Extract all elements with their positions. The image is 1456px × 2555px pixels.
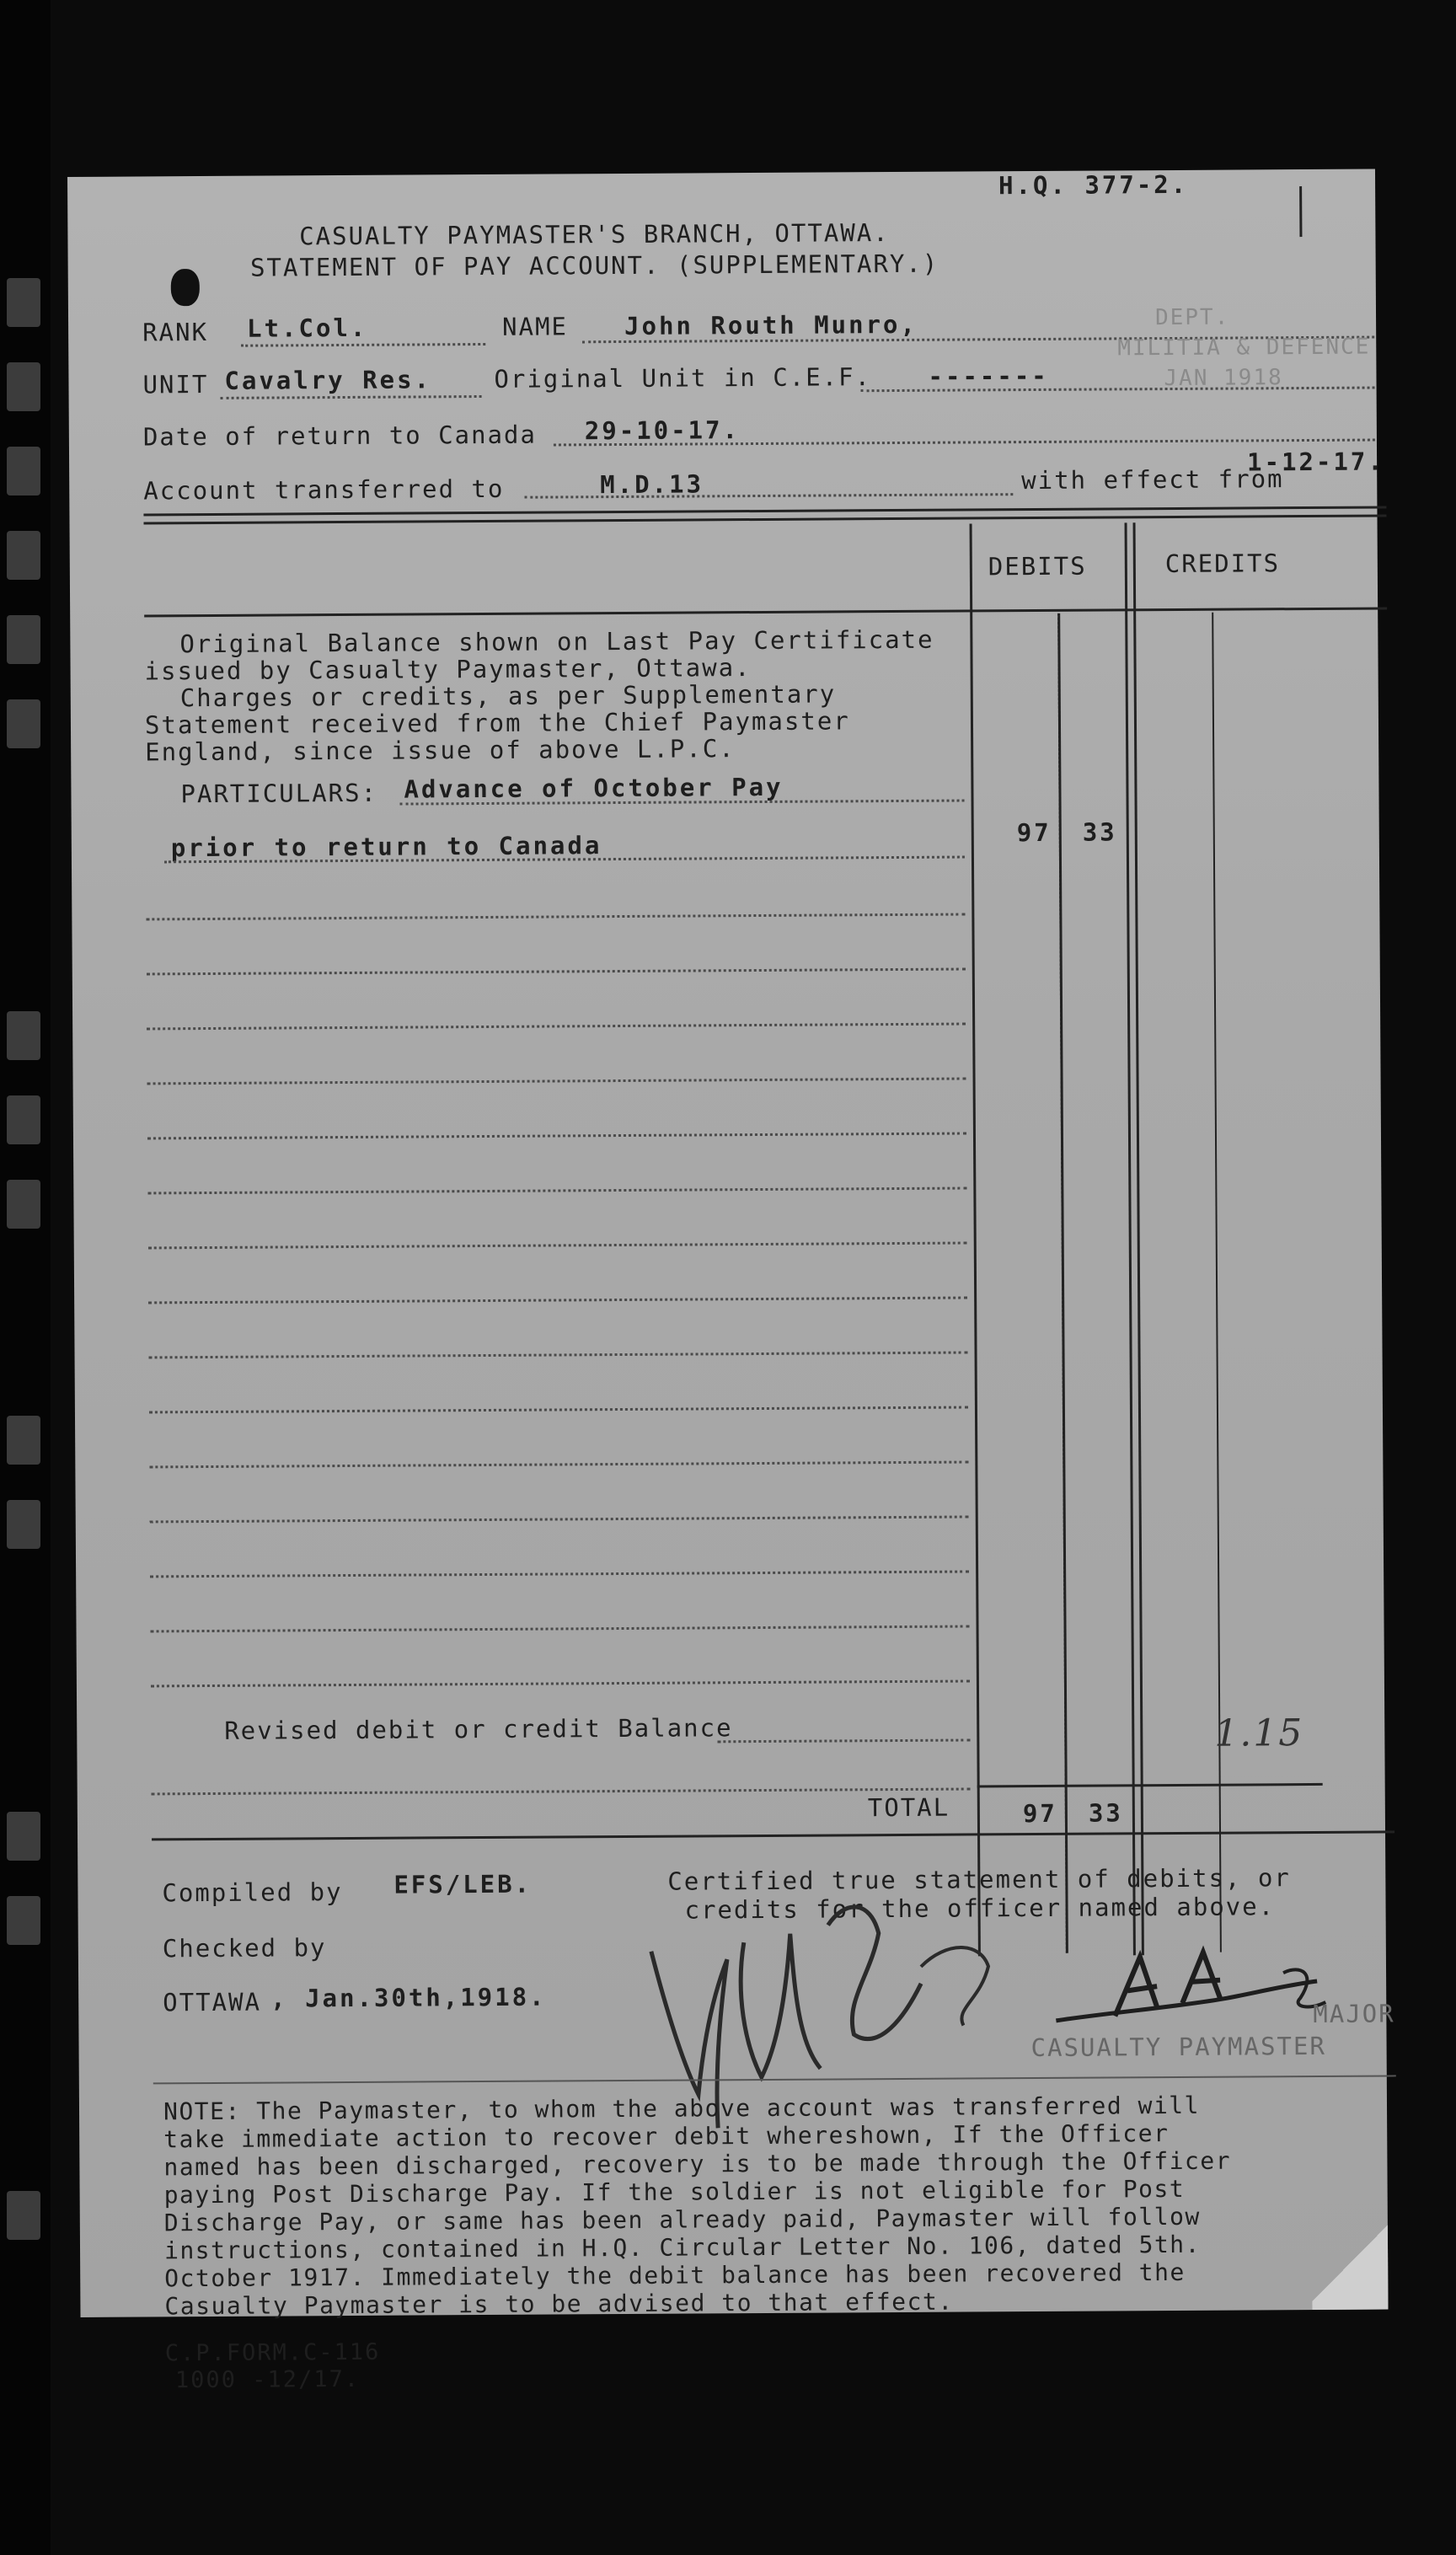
- form-title: CASUALTY PAYMASTER'S BRANCH, OTTAWA.: [299, 218, 890, 251]
- note-line-3: named has been discharged, recovery is to be made through the Officer: [163, 2146, 1232, 2182]
- entry-dollars: 97: [1016, 817, 1052, 848]
- table-top-rule: [143, 506, 1386, 516]
- debits-cents-rule: [1057, 613, 1068, 1953]
- form-print-run: 1000 -12/17.: [174, 2365, 361, 2394]
- blank-rule: [149, 1351, 968, 1358]
- credits-left-rule: [1133, 522, 1144, 1955]
- sprocket-hole: [7, 1011, 40, 1060]
- sprocket-hole: [7, 1500, 40, 1549]
- received-stamp-line1: DEPT.: [1154, 304, 1230, 331]
- pay-account-form: [67, 169, 1395, 2394]
- credits-header: CREDITS: [1164, 549, 1281, 579]
- revised-balance-label: Revised debit or credit Balance: [224, 1713, 733, 1745]
- received-stamp-line2: MILITIA & DEFENCE: [1117, 334, 1371, 362]
- checked-label: Checked by: [162, 1933, 327, 1963]
- original-unit-value: -------: [928, 361, 1049, 391]
- intro-line-5: England, since issue of above L.P.C.: [145, 734, 736, 767]
- blank-rule: [150, 1570, 969, 1577]
- effect-date-value: 1-12-17.: [1246, 447, 1385, 477]
- form-subtitle: STATEMENT OF PAY ACCOUNT. (SUPPLEMENTARY.): [249, 249, 939, 282]
- signer-title: CASUALTY PAYMASTER: [1030, 2031, 1326, 2063]
- name-label: NAME: [501, 312, 569, 341]
- compiled-value: EFS/LEB.: [393, 1869, 533, 1899]
- debits-left-rule: [970, 523, 981, 1956]
- sprocket-hole: [7, 362, 40, 411]
- note-line-5: Discharge Pay, or same has been already paid, Paymaster will follow: [163, 2202, 1201, 2237]
- sprocket-hole: [7, 1812, 40, 1861]
- return-date-label: Date of return to Canada: [142, 420, 538, 452]
- particulars-label: PARTICULARS:: [180, 778, 378, 809]
- blank-rule: [146, 913, 965, 921]
- note-line-1: NOTE: The Paymaster, to whom the above account was transferred will: [163, 2091, 1201, 2126]
- sprocket-hole: [7, 615, 40, 664]
- sprocket-hole: [7, 1416, 40, 1465]
- transfer-label: Account transferred to: [143, 474, 505, 506]
- note-line-4: paying Post Discharge Pay. If the soldier is not eligible for Post: [163, 2174, 1186, 2210]
- page-corner-fold: [1312, 2216, 1389, 2310]
- unit-label: UNIT: [142, 369, 209, 399]
- total-cents: 33: [1088, 1798, 1123, 1828]
- blank-rule: [148, 1297, 967, 1304]
- received-stamp-line3: JAN 1918: [1164, 365, 1283, 392]
- blank-rule: [147, 1078, 966, 1085]
- total-label: TOTAL: [867, 1792, 950, 1823]
- sprocket-hole: [7, 699, 40, 748]
- sprocket-hole: [7, 2191, 40, 2240]
- transfer-value: M.D.13: [600, 469, 704, 500]
- blank-rule: [149, 1406, 968, 1413]
- intro-line-4: Statement received from the Chief Paymaster: [144, 706, 850, 740]
- blank-rule: [151, 1625, 970, 1632]
- blank-rule: [147, 1023, 966, 1031]
- compiled-date: , Jan.30th,1918.: [270, 1982, 547, 2013]
- sprocket-hole: [7, 1095, 40, 1144]
- rank-line: [241, 343, 485, 347]
- unit-value: Cavalry Res.: [224, 365, 432, 395]
- revised-balance-rule: [717, 1738, 970, 1743]
- sprocket-hole: [7, 1180, 40, 1229]
- sprocket-hole: [7, 1896, 40, 1945]
- sprocket-hole: [7, 278, 40, 327]
- edge-mark: [1299, 186, 1302, 237]
- total-dollars: 97: [1022, 1798, 1057, 1829]
- intro-line-3: Charges or credits, as per Supplementary: [179, 679, 837, 713]
- compiled-label: Compiled by: [162, 1877, 343, 1908]
- blank-rule: [151, 1679, 970, 1687]
- rank-label: RANK: [142, 317, 209, 347]
- file-reference: H.Q. 377-2.: [998, 169, 1189, 201]
- original-unit-label: Original Unit in C.E.F.: [494, 362, 872, 394]
- name-value: John Routh Munro,: [624, 309, 918, 340]
- entry-cents: 33: [1082, 817, 1117, 847]
- pre-total-rule: [152, 1787, 971, 1795]
- blank-rule: [148, 1242, 967, 1250]
- intro-line-2: issued by Casualty Paymaster, Ottawa.: [144, 653, 752, 686]
- blank-rule: [150, 1515, 969, 1523]
- place-label: OTTAWA: [163, 1987, 262, 2017]
- blank-rule: [147, 1187, 966, 1195]
- note-line-6: instructions, contained in H.Q. Circular Letter No. 106, dated 5th.: [163, 2230, 1202, 2265]
- form-number: C.P.FORM.C-116: [164, 2338, 381, 2367]
- certification-line-2: credits for the officer named above.: [684, 1892, 1276, 1925]
- signer-rank: MAJOR: [1313, 1999, 1395, 2029]
- film-edge: [0, 0, 51, 2555]
- transfer-line: [524, 493, 1013, 499]
- revised-balance-mark: 1.15: [1214, 1711, 1304, 1755]
- total-top-rule: [977, 1783, 1323, 1788]
- blank-rule: [147, 968, 966, 976]
- particulars-line-1: Advance of October Pay: [404, 772, 784, 804]
- intro-line-1: Original Balance shown on Last Pay Certificate: [179, 624, 934, 659]
- certification-line-1: Certified true statement of debits, or: [667, 1863, 1291, 1896]
- note-line-2: take immediate action to recover debit whereshown, If the Officer: [163, 2119, 1170, 2154]
- blank-rule: [147, 1133, 966, 1140]
- debits-header: DEBITS: [988, 551, 1087, 581]
- unit-line: [221, 395, 482, 399]
- rank-value: Lt.Col.: [246, 313, 368, 343]
- particulars-line-2: prior to return to Canada: [170, 831, 602, 863]
- sprocket-hole: [7, 531, 40, 580]
- note-line-8: Casualty Paymaster is to be advised to that effect.: [164, 2287, 954, 2321]
- note-line-7: October 1917. Immediately the debit balance has been recovered the: [164, 2258, 1186, 2293]
- ink-blot: [171, 269, 200, 306]
- table-top-rule-2: [144, 514, 1387, 524]
- blank-rule: [149, 1460, 968, 1468]
- header-rule: [144, 607, 1387, 617]
- return-date-value: 29-10-17.: [584, 415, 741, 446]
- sprocket-hole: [7, 447, 40, 495]
- effect-label: with effect from: [1021, 464, 1284, 495]
